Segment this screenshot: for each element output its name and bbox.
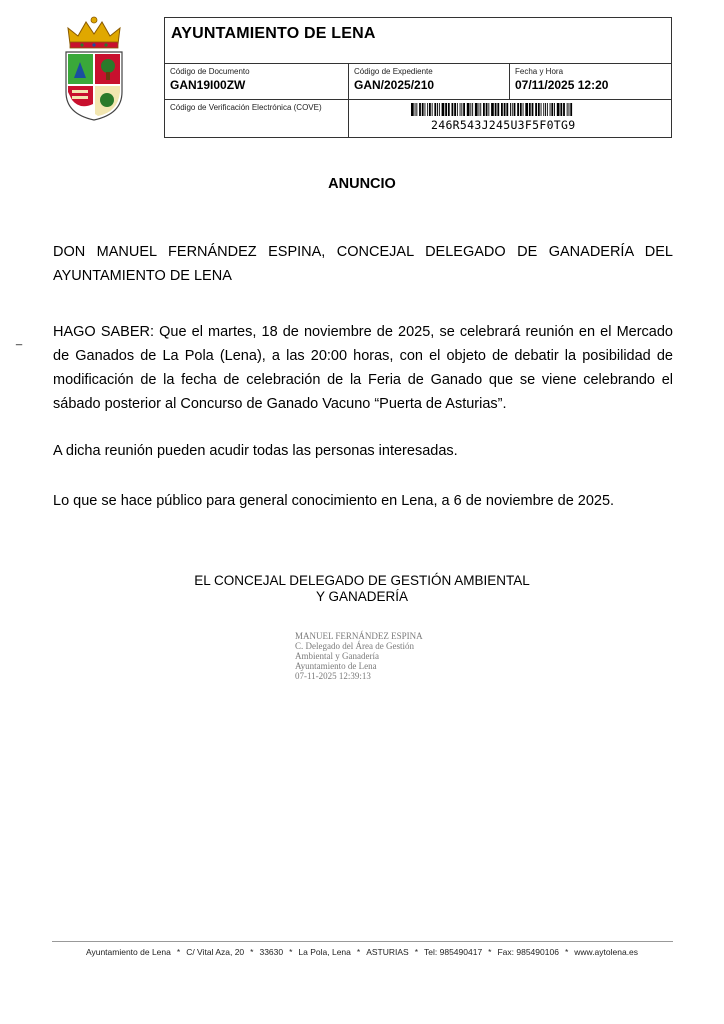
margin-mark: _ (16, 334, 23, 346)
barcode-bar (532, 103, 534, 116)
barcode-bar (554, 103, 555, 116)
barcode-bar (448, 103, 450, 116)
barcode-bar (535, 103, 537, 116)
barcode-bar (543, 103, 544, 116)
barcode-bar (467, 103, 470, 116)
footer-item: La Pola, Lena (298, 947, 351, 957)
document-title: ANUNCIO (328, 176, 396, 192)
barcode-bar (411, 103, 414, 116)
footer-item: C/ Vital Aza, 20 (186, 947, 245, 957)
barcode-bar (472, 103, 473, 116)
barcode-bar (434, 103, 436, 116)
barcode-bar (429, 103, 431, 116)
footer (0, 947, 724, 957)
barcode-bar (538, 103, 540, 116)
footer-separator: * (250, 947, 254, 957)
signer-line-2: Y GANADERÍA (315, 589, 409, 604)
signature-role-1: C. Delegado del Área de Gestión (295, 641, 414, 651)
barcode-bar (432, 103, 433, 116)
barcode-bar (488, 103, 489, 116)
barcode-bar (510, 103, 511, 116)
invitation-paragraph: A dicha reunión pueden acudir todas las personas interesadas. (53, 443, 458, 459)
barcode-bar (491, 103, 494, 116)
document-header (164, 17, 672, 138)
barcode-bar (452, 103, 454, 116)
footer-separator: * (289, 947, 293, 957)
barcode-bar (461, 103, 462, 116)
barcode-bar (457, 103, 458, 116)
cove-barcode (349, 100, 671, 137)
footer-divider (52, 941, 673, 942)
file-code-cell (349, 64, 510, 99)
barcode-bar (416, 103, 417, 116)
barcode-bar (570, 103, 572, 116)
barcode-bar (495, 103, 497, 116)
barcode-bar (541, 103, 542, 116)
barcode-bar (501, 103, 503, 116)
barcode-bar (512, 103, 513, 116)
cove-cell (165, 100, 349, 137)
signature-timestamp: 07-11-2025 12:39:13 (295, 671, 371, 681)
barcode-bar (483, 103, 485, 116)
footer-item: Ayuntamiento de Lena (85, 947, 171, 957)
signer-line-1: EL CONCEJAL DELEGADO DE GESTIÓN AMBIENTAL (194, 573, 530, 588)
barcode-bar (547, 103, 548, 116)
signature-name: MANUEL FERNÁNDEZ ESPINA (295, 631, 423, 641)
footer-item: Fax: 985490106 (497, 947, 559, 957)
intro-paragraph: DON MANUEL FERNÁNDEZ ESPINA, CONCEJAL DELEGADO DE GANADERÍA DEL AYUNTAMIENTO DE LENA (53, 244, 673, 284)
barcode-bar (550, 103, 551, 116)
datetime-label: Fecha y Hora (515, 67, 564, 76)
barcode-bar (563, 103, 565, 116)
closing-paragraph: Lo que se hace público para general conocimiento en Lena, a 6 de noviembre de 2025. (53, 493, 615, 509)
digital-signature (295, 631, 423, 681)
barcode-icon (411, 103, 611, 116)
barcode-bar (463, 103, 465, 116)
footer-separator: * (564, 947, 569, 957)
datetime-cell (510, 64, 671, 99)
barcode-bar (445, 103, 447, 116)
barcode-bar (514, 103, 516, 116)
barcode-bar (480, 103, 481, 116)
barcode-bar (486, 103, 488, 116)
barcode-bar (497, 103, 499, 116)
signature-role-2: Ambiental y Ganadería (295, 651, 379, 661)
footer-item: www.aytolena.es (574, 947, 639, 957)
barcode-bar (415, 103, 416, 116)
doc-code-value: GAN19I00ZW (170, 78, 246, 92)
barcode-bar (551, 103, 553, 116)
file-code-value: GAN/2025/210 (354, 78, 435, 92)
barcode-bar (479, 103, 480, 116)
cove-label: Código de Verificación Electrónica (COVE) (170, 103, 322, 112)
barcode-bar (442, 103, 445, 116)
barcode-bar (504, 103, 506, 116)
footer-separator: * (488, 947, 492, 957)
barcode-bar (506, 103, 508, 116)
barcode-bar (475, 103, 478, 116)
footer-separator: * (356, 947, 361, 957)
footer-item: 33630 (259, 947, 284, 957)
barcode-bar (425, 103, 426, 116)
doc-code-cell (165, 64, 349, 99)
cove-code: 246R543J245U3F5F0TG9 (431, 118, 576, 132)
barcode-bar (419, 103, 421, 116)
barcode-bar (454, 103, 456, 116)
footer-separator: * (176, 947, 181, 957)
barcode-bar (427, 103, 428, 116)
doc-code-label: Código de Documento (170, 67, 250, 76)
barcode-bar (560, 103, 562, 116)
file-code-label: Código de Expediente (354, 67, 433, 76)
barcode-bar (569, 103, 570, 116)
coat-of-arms-icon (58, 14, 130, 122)
datetime-value: 07/11/2025 12:20 (515, 78, 609, 92)
barcode-bar (523, 103, 524, 116)
barcode-bar (439, 103, 440, 116)
footer-item: ASTURIAS (366, 947, 409, 957)
barcode-bar (470, 103, 471, 116)
barcode-bar (557, 103, 560, 116)
barcode-bar (520, 103, 522, 116)
body-paragraph: HAGO SABER: Que el martes, 18 de noviembre de 2025, se celebrará reunión en el Mercado de Ganados de La Pola (Lena), a las 20:00 horas, con el objeto de debatir la posibilidad de modificación de la fecha de celebración de la Feria de Ganado que se viene celebrando el sábado posterior al Concurso de Ganado Vacuno “Puerta de Asturias”. (53, 324, 673, 412)
barcode-bar (517, 103, 519, 116)
barcode-bar (422, 103, 424, 116)
barcode-bar (525, 103, 528, 116)
barcode-bar (437, 103, 438, 116)
signer-title (0, 573, 724, 605)
footer-item: Tel: 985490417 (424, 947, 483, 957)
barcode-bar (545, 103, 546, 116)
organization-name: AYUNTAMIENTO DE LENA (165, 18, 671, 64)
signature-entity: Ayuntamiento de Lena (295, 661, 377, 671)
footer-separator: * (414, 947, 419, 957)
barcode-bar (567, 103, 568, 116)
barcode-bar (460, 103, 461, 116)
barcode-bar (529, 103, 531, 116)
